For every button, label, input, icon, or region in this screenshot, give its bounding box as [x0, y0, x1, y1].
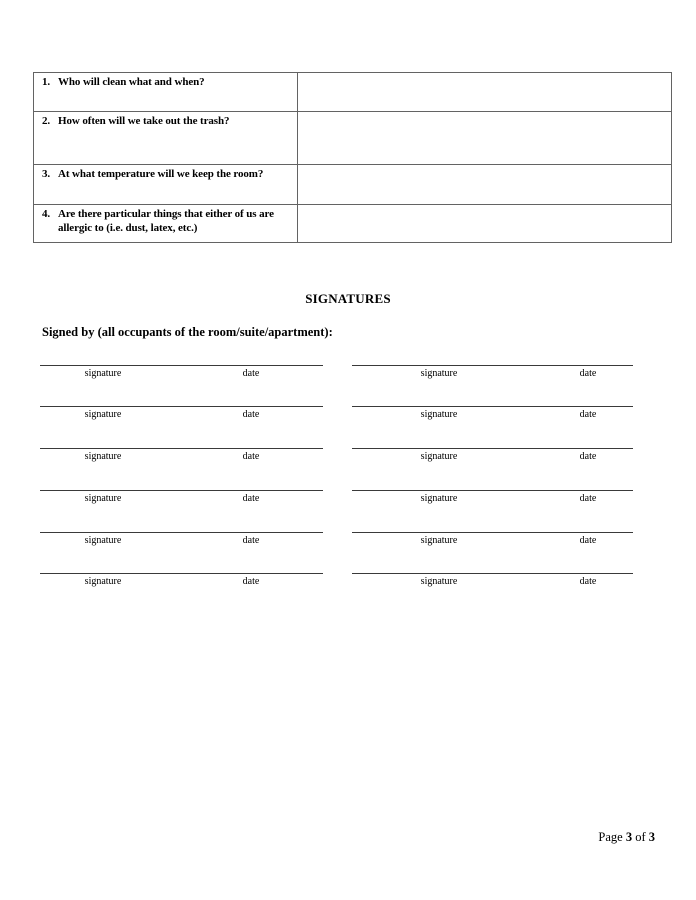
date-label: date: [579, 576, 597, 587]
signature-line: [352, 532, 633, 555]
question-number: 4.: [42, 208, 51, 220]
question-text: At what temperature will we keep the room?: [58, 168, 264, 180]
date-label: date: [579, 493, 597, 504]
date-label: date: [242, 535, 260, 546]
signature-label: signature: [420, 535, 458, 546]
date-label: date: [242, 576, 260, 587]
signature-line: [352, 406, 633, 429]
signature-line: [40, 406, 323, 429]
date-label: date: [579, 451, 597, 462]
signature-label: signature: [420, 451, 458, 462]
date-label: date: [242, 451, 260, 462]
table-row: [34, 112, 672, 165]
signature-line: [352, 490, 633, 513]
signature-row: [0, 490, 696, 514]
page-label: Page: [598, 830, 623, 844]
signature-line: [40, 532, 323, 555]
date-label: date: [579, 368, 597, 379]
table-row: [34, 73, 672, 112]
signature-label: signature: [84, 493, 122, 504]
question-text: Are there particular things that either of us are allergic to (i.e. dust, latex, etc.): [58, 208, 274, 234]
signature-row: [0, 365, 696, 389]
table-row: [34, 205, 672, 243]
date-label: date: [242, 409, 260, 420]
page-footer: [598, 830, 655, 845]
date-label: date: [242, 368, 260, 379]
question-number: 3.: [42, 168, 51, 180]
answer-cell: [298, 112, 672, 165]
question-number: 2.: [42, 115, 51, 127]
signature-line: [40, 490, 323, 513]
signature-row: [0, 573, 696, 597]
signature-label: signature: [420, 493, 458, 504]
signature-label: signature: [84, 535, 122, 546]
signature-row: [0, 532, 696, 556]
question-cell: [34, 205, 298, 243]
signature-label: signature: [84, 451, 122, 462]
signature-label: signature: [84, 409, 122, 420]
page-total: 3: [648, 830, 655, 844]
question-text: Who will clean what and when?: [58, 76, 205, 88]
signature-label: signature: [420, 409, 458, 420]
signature-label: signature: [420, 576, 458, 587]
page-number: 3: [625, 830, 633, 844]
signature-label: signature: [420, 368, 458, 379]
of-label: of: [635, 830, 646, 844]
answer-cell: [298, 205, 672, 243]
signature-line: [352, 448, 633, 471]
table-row: [34, 165, 672, 205]
signature-line: [352, 573, 633, 596]
answer-cell: [298, 165, 672, 205]
signature-label: signature: [84, 576, 122, 587]
question-number: 1.: [42, 76, 51, 88]
questions-table: [33, 72, 672, 243]
question-text: How often will we take out the trash?: [58, 115, 230, 127]
question-cell: [34, 73, 298, 112]
signature-row: [0, 406, 696, 430]
signed-by-label: Signed by (all occupants of the room/suite/apartment):: [42, 325, 333, 339]
answer-cell: [298, 73, 672, 112]
signatures-heading: SIGNATURES: [305, 291, 391, 306]
date-label: date: [579, 409, 597, 420]
signature-label: signature: [84, 368, 122, 379]
date-label: date: [579, 535, 597, 546]
signature-line: [352, 365, 633, 388]
date-label: date: [242, 493, 260, 504]
question-cell: [34, 165, 298, 205]
signature-line: [40, 448, 323, 471]
signature-row: [0, 448, 696, 472]
signature-line: [40, 573, 323, 596]
signature-line: [40, 365, 323, 388]
question-cell: [34, 112, 298, 165]
